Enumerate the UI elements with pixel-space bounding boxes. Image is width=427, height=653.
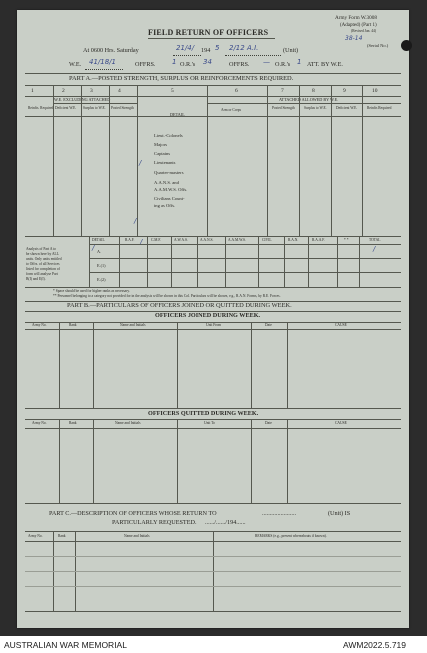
attached-allowed-header: ATTACHED ALLOWED BY W.E. — [279, 97, 339, 102]
ors-label: O.R.'s — [180, 61, 196, 68]
col-num-4: 4 — [118, 88, 121, 94]
offrs-attached-value: — — [263, 58, 270, 66]
col-num-2: 2 — [62, 88, 65, 94]
subhead-surplus-we: Surplus to W.E. — [83, 106, 106, 110]
rule — [109, 86, 110, 236]
offrs-label: OFFRS. — [135, 61, 156, 68]
part-c-unit-blank: ...................... — [262, 510, 297, 517]
rule — [207, 86, 208, 236]
detail-header: DETAIL — [170, 112, 185, 117]
rule — [251, 322, 252, 408]
rule — [25, 287, 401, 288]
quitted-header-cause: CAUSE — [335, 421, 347, 425]
joined-header-unit-from: Unit From — [206, 323, 222, 327]
rule — [59, 322, 60, 408]
quitted-header-army-no: Army No. — [32, 421, 47, 425]
analysis-row-a: A. — [97, 249, 102, 254]
subhead-deficient-we-2: Deficient W.E. — [336, 106, 358, 110]
att-by-we-label: ATT. BY W.E. — [307, 61, 343, 68]
date-handwritten: 21/4/ — [176, 44, 195, 52]
footer-accession-number: AWM2022.5.719 — [343, 640, 406, 650]
ors-attached-value: 1 — [297, 58, 302, 66]
part-b-title: PART B.—PARTICULARS OF OFFICERS JOINED OR QUITTED DURING WEEK. — [67, 302, 292, 309]
title-underline — [148, 38, 275, 39]
rank-civilians-cont: ing as Offs. — [154, 203, 176, 208]
analysis-header-aans: A.A.N.S. — [200, 238, 214, 242]
rule — [137, 86, 138, 236]
col-num-10: 10 — [372, 88, 378, 94]
date-field-line — [173, 55, 201, 56]
analysis-header-civil: CIVIL — [262, 238, 272, 242]
col-num-1: 1 — [31, 88, 34, 94]
year-handwritten: 5 — [215, 44, 220, 52]
rule — [25, 329, 401, 330]
joined-header-name: Name and Initials — [120, 323, 146, 327]
part-c-header-remarks: REMARKS (e.g., present whereabouts if known). — [255, 534, 327, 538]
rule — [25, 503, 401, 504]
form-sheet — [17, 10, 409, 628]
rule — [25, 571, 401, 572]
col-num-9: 9 — [343, 88, 346, 94]
rule — [25, 73, 401, 74]
unit-handwritten: 2/12 A.I. — [229, 44, 259, 52]
quitted-header-unit-to: Unit To — [204, 421, 215, 425]
analysis-note-line: units. Only units entitled — [26, 257, 62, 261]
analysis-header-awas: A.W.A.S. — [174, 238, 188, 242]
analysis-row-e2: E.(2) — [97, 277, 106, 282]
rule — [89, 244, 401, 245]
rank-quartermasters: Quarter-masters — [154, 170, 184, 175]
analysis-header-detail: DETAIL — [92, 238, 105, 242]
rank-aans: A.A.N.S. and — [154, 180, 179, 185]
analysis-note-line: B(I) and E(I). — [26, 277, 46, 281]
analysis-header-aamws: A.A.M.W.S. — [228, 238, 246, 242]
unit-label: (Unit) — [283, 47, 299, 54]
part-c-header-army-no: Army No. — [28, 534, 43, 538]
rule — [331, 86, 332, 236]
rule — [53, 103, 137, 104]
analysis-note-line: be shown here by ALL — [26, 252, 59, 256]
rule — [25, 586, 401, 587]
rule — [267, 86, 268, 236]
part-c-header-name: Name and Initials — [124, 534, 150, 538]
rule — [25, 611, 401, 612]
rule — [25, 419, 401, 420]
we-field-line — [85, 69, 123, 70]
subhead-posted-strength-2: Posted Strength — [272, 106, 295, 110]
rule — [93, 419, 94, 503]
part-c-title: PART C.—DESCRIPTION OF OFFICERS WHOSE RETURN TO — [49, 510, 217, 517]
analysis-header-raaf: R.A.A.F. — [312, 238, 325, 242]
rule — [81, 86, 82, 236]
col-num-3: 3 — [90, 88, 93, 94]
rule — [53, 86, 54, 236]
army-form-number: Army Form W.3008 — [335, 15, 377, 21]
col-num-8: 8 — [312, 88, 315, 94]
serial-number-value: 38-14 — [345, 35, 363, 42]
subhead-surplus-we-2: Surplus to W.E. — [304, 106, 327, 110]
col-num-5: 5 — [171, 88, 174, 94]
rule — [25, 236, 401, 237]
quitted-header-name: Name and Initials — [115, 421, 141, 425]
rule — [25, 408, 401, 409]
offrs-attached-label: OFFRS. — [229, 61, 250, 68]
rank-lieut-colonels: Lieut.-Colonels — [154, 133, 183, 138]
rule — [25, 428, 401, 429]
analysis-note-line: Analysis of Part A to — [26, 247, 56, 251]
unit-field-line — [225, 55, 281, 56]
rule — [89, 258, 401, 259]
rank-aamws: A.A.M.W.S. Offs. — [154, 187, 188, 192]
analysis-header-raf: R.A.F. — [125, 238, 135, 242]
analysis-header-cmf: C.M.F. — [151, 238, 161, 242]
analysis-note-line: listed for completion of — [26, 267, 60, 271]
rule — [177, 322, 178, 408]
serial-number-label: (Serial No.) — [367, 43, 389, 48]
subhead-posted-strength: Posted Strength — [111, 106, 134, 110]
subhead-reinfts-required: Reinfts. Required — [28, 106, 54, 110]
analysis-header-ran: R.A.N. — [288, 238, 299, 242]
rule — [89, 272, 401, 273]
part-c-unit-label: (Unit) IS — [328, 510, 351, 517]
joined-header-cause: CAUSE — [335, 323, 347, 327]
handwritten-mark: / — [139, 159, 142, 167]
analysis-header-other: * * — [344, 238, 349, 242]
analysis-note-line: to Offrs. of all Services — [26, 262, 60, 266]
quitted-header-rank: Rank — [69, 421, 77, 425]
rule — [299, 86, 300, 236]
ors-attached-label: O.R.'s — [275, 61, 291, 68]
subhead-arm-or-corps: Arm or Corps — [221, 108, 241, 112]
rank-civilians: Civilians Count- — [154, 196, 185, 201]
we-excluding-attached-header: W.E. EXCLUDING ATTACHED — [54, 97, 111, 102]
rule — [287, 322, 288, 408]
ink-stamp-mark — [401, 40, 412, 51]
we-value: 41/18/1 — [89, 58, 116, 66]
joined-header-rank: Rank — [69, 323, 77, 327]
handwritten-mark: / — [134, 217, 137, 225]
ors-value: 34 — [203, 58, 212, 66]
handwritten-mark: / — [140, 238, 143, 246]
form-title: FIELD RETURN OF OFFICERS — [148, 28, 269, 37]
subhead-deficient-we: Deficient W.E. — [55, 106, 77, 110]
part-c-date-blank: ....../....../194...... — [205, 519, 246, 526]
rule — [59, 419, 60, 503]
part-c-requested: PARTICULARLY REQUESTED. — [112, 519, 197, 526]
rank-lieutenants: Lieutenants — [154, 160, 176, 165]
quitted-header-date: Date — [265, 421, 272, 425]
footnote-higher-ranks: * Space should be used for higher ranks as necessary. — [53, 289, 130, 293]
rule — [207, 103, 401, 104]
quitted-during-week-title: OFFICERS QUITTED DURING WEEK. — [148, 410, 259, 417]
rule — [362, 86, 363, 236]
col-num-7: 7 — [281, 88, 284, 94]
handwritten-mark: / — [373, 245, 376, 253]
offrs-value: 1 — [172, 58, 177, 66]
we-label: W.E. — [69, 61, 82, 68]
joined-header-army-no: Army No. — [32, 323, 47, 327]
footnote-other-category: ** Personnel belonging to a category not provided for in the analysis will be shown in this Col. Particulars will be shown, e.g., R.A.N. Forms, by R.E. Forces. — [53, 294, 281, 298]
analysis-header-total: TOTAL — [369, 238, 381, 242]
rule — [177, 419, 178, 503]
analysis-note-line: form will analyse Part — [26, 272, 58, 276]
part-a-title: PART A.—POSTED STRENGTH, SURPLUS OR REINFORCEMENTS REQUIRED. — [69, 75, 294, 82]
analysis-row-e1: E.(1) — [97, 263, 106, 268]
col-num-6: 6 — [235, 88, 238, 94]
rule — [93, 322, 94, 408]
subhead-reinfts-required-2: Reinfts Required — [367, 106, 392, 110]
rule — [25, 556, 401, 557]
revised-label: (Revised Jan. 44) — [351, 29, 377, 33]
time-day-label: At 0600 Hrs. Saturday — [83, 47, 139, 54]
year-label: 194 — [201, 47, 211, 54]
rank-captains: Captains — [154, 151, 171, 156]
rule — [251, 419, 252, 503]
joined-header-date: Date — [265, 323, 272, 327]
footer-institution: AUSTRALIAN WAR MEMORIAL — [4, 640, 127, 650]
rule — [287, 419, 288, 503]
handwritten-mark: / — [92, 244, 95, 252]
rank-majors: Majors — [154, 142, 168, 147]
adapted-label: (Adapted) (Part 1) — [340, 23, 377, 28]
joined-during-week-title: OFFICERS JOINED DURING WEEK. — [155, 312, 261, 319]
part-c-header-rank: Rank — [58, 534, 66, 538]
